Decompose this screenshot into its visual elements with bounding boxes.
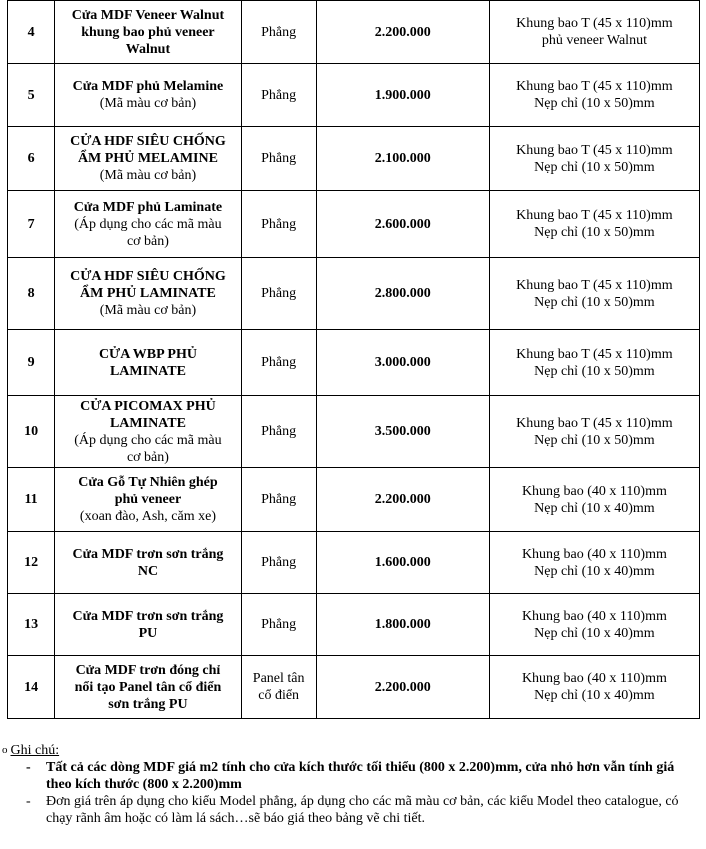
- frame-spec-line: Nẹp chỉ (10 x 40)mm: [534, 688, 655, 703]
- row-number-text: 6: [27, 151, 35, 166]
- row-number-text: 7: [27, 216, 35, 232]
- frame-spec-line: Khung bao T (45 x 110)mm: [516, 346, 673, 362]
- frame-spec-line: Khung bao T (45 x 110)mm: [516, 208, 673, 223]
- model-type: [241, 330, 316, 396]
- product-note-line: (Mã màu cơ bản): [99, 168, 197, 183]
- unit-price: [316, 64, 489, 127]
- product-name-line: Walnut: [125, 41, 171, 57]
- product-note-line: (xoan đào, Ash, căm xe): [79, 509, 216, 524]
- product-name-line: CỬA WBP PHỦ: [98, 346, 197, 362]
- product-name-line: Cửa MDF trơn đóng chỉ: [75, 662, 221, 678]
- product-name: [55, 532, 242, 594]
- notes-bullet: o: [2, 744, 8, 756]
- product-name-line: CỬA PICOMAX PHỦ: [80, 398, 216, 414]
- frame-spec: [489, 594, 699, 656]
- model-type: [241, 468, 316, 532]
- product-name-line: Cửa MDF trơn sơn trắng: [72, 546, 224, 562]
- frame-spec: [489, 330, 699, 396]
- frame-spec-line: Nẹp chỉ (10 x 50)mm: [534, 432, 655, 448]
- product-name-line: NC: [137, 563, 159, 579]
- frame-spec-line: Khung bao (40 x 110)mm: [521, 671, 667, 686]
- model-type-text: Phẳng: [261, 424, 297, 439]
- product-name-line: phủ veneer: [114, 492, 182, 507]
- row-number-text: 13: [24, 617, 39, 632]
- table-row: [8, 127, 700, 191]
- product-name-line: Cửa MDF trơn sơn trắng: [72, 608, 224, 624]
- frame-spec-line: Khung bao T (45 x 110)mm: [516, 277, 673, 293]
- frame-spec: [489, 127, 699, 191]
- unit-price-text: 3.500.000: [374, 424, 431, 439]
- frame-spec: [489, 468, 699, 532]
- unit-price-text: 2.600.000: [374, 216, 431, 232]
- product-name: [55, 330, 242, 396]
- model-type-text: Phẳng: [261, 355, 297, 370]
- product-name-line: PU: [138, 625, 158, 641]
- unit-price: [316, 594, 489, 656]
- frame-spec: [489, 396, 699, 468]
- model-type: [241, 127, 316, 191]
- frame-spec-line: Khung bao (40 x 110)mm: [521, 483, 667, 499]
- product-name-line: khung bao phủ veneer: [81, 24, 215, 40]
- model-type: [241, 191, 316, 258]
- unit-price-text: 3.000.000: [374, 355, 431, 370]
- table-row: [8, 191, 700, 258]
- table-row: [8, 64, 700, 127]
- frame-spec-line: Khung bao (40 x 110)mm: [521, 546, 667, 562]
- price-table-body: [8, 1, 700, 719]
- table-row: [8, 468, 700, 532]
- unit-price: [316, 532, 489, 594]
- frame-spec-line: Nẹp chỉ (10 x 50)mm: [534, 294, 655, 310]
- frame-spec-line: Nẹp chỉ (10 x 40)mm: [534, 625, 655, 641]
- frame-spec: [489, 532, 699, 594]
- row-number: [8, 468, 55, 532]
- unit-price-text: 1.600.000: [374, 555, 431, 570]
- product-name-line: sơn trắng PU: [108, 696, 188, 712]
- table-row: [8, 1, 700, 64]
- product-name-line: Cửa MDF Veneer Walnut: [71, 7, 225, 23]
- unit-price: [316, 258, 489, 330]
- row-number: [8, 532, 55, 594]
- model-type-text: Phẳng: [261, 24, 297, 40]
- product-name: [55, 191, 242, 258]
- row-number: [8, 594, 55, 656]
- frame-spec: [489, 1, 699, 64]
- row-number-text: 12: [24, 555, 39, 570]
- frame-spec-line: Nẹp chỉ (10 x 50)mm: [534, 96, 655, 111]
- product-name: [55, 396, 242, 468]
- row-number: [8, 127, 55, 191]
- note-dash: -: [26, 760, 31, 775]
- price-table: [7, 0, 700, 719]
- product-note-line: cơ bản): [126, 449, 169, 465]
- unit-price: [316, 191, 489, 258]
- unit-price-text: 2.800.000: [374, 286, 431, 301]
- product-name: [55, 468, 242, 532]
- row-number: [8, 191, 55, 258]
- notes-section: [2, 742, 702, 827]
- product-name: [55, 594, 242, 656]
- model-type-text: Phẳng: [261, 87, 297, 103]
- product-name-line: CỬA HDF SIÊU CHỐNG: [70, 134, 226, 149]
- product-name: [55, 64, 242, 127]
- frame-spec-line: Nẹp chỉ (10 x 50)mm: [534, 363, 655, 379]
- unit-price-text: 2.200.000: [374, 679, 431, 695]
- frame-spec-line: Nẹp chỉ (10 x 50)mm: [534, 159, 655, 175]
- product-note-line: (Áp dụng cho các mã màu: [74, 432, 222, 448]
- note-text: Đơn giá trên áp dụng cho kiểu Model phẳng, áp dụng cho các mã màu cơ bản, các kiểu Model theo catalogue, có chạy rãnh âm hoặc có làm lá sách…sẽ báo giá theo bảng vẽ chi tiết.: [46, 794, 679, 826]
- product-name-line: nổi tạo Panel tân cổ điển: [74, 679, 222, 695]
- unit-price: [316, 656, 489, 719]
- row-number-text: 5: [27, 87, 35, 103]
- model-type: [241, 594, 316, 656]
- unit-price-text: 1.800.000: [374, 617, 431, 632]
- note-item: [2, 759, 702, 793]
- frame-spec-line: Khung bao T (45 x 110)mm: [516, 16, 673, 31]
- unit-price: [316, 396, 489, 468]
- frame-spec-line: Nẹp chỉ (10 x 40)mm: [534, 500, 655, 516]
- model-type-text: Phẳng: [261, 151, 297, 166]
- frame-spec-line: phủ veneer Walnut: [541, 33, 647, 48]
- model-type: [241, 64, 316, 127]
- model-type: [241, 396, 316, 468]
- product-name-line: Cửa MDF phủ Melamine: [72, 79, 224, 94]
- note-text: Tất cả các dòng MDF giá m2 tính cho cửa kích thước tối thiểu (800 x 2.200)mm, cửa nhỏ hơn vẫn tính giá theo kích thước (800 x 2.200)mm: [46, 760, 675, 792]
- product-name-line: Cửa Gỗ Tự Nhiên ghép: [78, 475, 218, 490]
- row-number-text: 4: [27, 24, 35, 40]
- model-type: [241, 656, 316, 719]
- frame-spec-line: Khung bao T (45 x 110)mm: [516, 79, 673, 94]
- frame-spec: [489, 656, 699, 719]
- unit-price-text: 1.900.000: [374, 87, 431, 103]
- model-type: [241, 1, 316, 64]
- row-number: [8, 330, 55, 396]
- product-note-line: (Mã màu cơ bản): [99, 303, 197, 318]
- table-row: [8, 656, 700, 719]
- product-name-line: CỬA HDF SIÊU CHỐNG: [70, 269, 226, 284]
- row-number: [8, 396, 55, 468]
- row-number: [8, 258, 55, 330]
- row-number: [8, 1, 55, 64]
- frame-spec-line: Khung bao T (45 x 110)mm: [516, 415, 673, 431]
- product-name-line: Cửa MDF phủ Laminate: [73, 199, 223, 215]
- table-row: [8, 532, 700, 594]
- table-row: [8, 330, 700, 396]
- unit-price: [316, 330, 489, 396]
- frame-spec-line: Khung bao T (45 x 110)mm: [516, 142, 673, 158]
- row-number: [8, 64, 55, 127]
- frame-spec-line: Nẹp chỉ (10 x 40)mm: [534, 563, 655, 579]
- product-name: [55, 127, 242, 191]
- model-type-text: Phẳng: [261, 492, 297, 507]
- table-row: [8, 258, 700, 330]
- row-number: [8, 656, 55, 719]
- model-type: [241, 258, 316, 330]
- unit-price-text: 2.200.000: [374, 24, 431, 40]
- note-dash: -: [26, 794, 31, 809]
- frame-spec-line: Khung bao (40 x 110)mm: [521, 608, 667, 624]
- row-number-text: 10: [24, 424, 39, 439]
- product-note-line: cơ bản): [126, 233, 169, 249]
- product-name: [55, 656, 242, 719]
- product-name: [55, 258, 242, 330]
- product-note-line: (Mã màu cơ bản): [99, 96, 197, 111]
- product-name: [55, 1, 242, 64]
- unit-price: [316, 468, 489, 532]
- unit-price-text: 2.100.000: [374, 151, 431, 166]
- product-note-line: (Áp dụng cho các mã màu: [74, 216, 222, 232]
- note-item: [2, 793, 702, 827]
- model-type-text: Phẳng: [261, 216, 297, 232]
- unit-price: [316, 1, 489, 64]
- product-name-line: LAMINATE: [109, 415, 186, 431]
- notes-title-label: Ghi chú:: [10, 743, 60, 758]
- row-number-text: 14: [24, 679, 39, 695]
- frame-spec-line: Nẹp chỉ (10 x 50)mm: [534, 225, 655, 240]
- product-name-line: LAMINATE: [109, 363, 186, 379]
- frame-spec: [489, 258, 699, 330]
- row-number-text: 8: [27, 286, 35, 301]
- notes-title: [2, 742, 702, 759]
- model-type-text: Phẳng: [261, 286, 297, 301]
- unit-price-text: 2.200.000: [374, 492, 431, 507]
- product-name-line: ẨM PHỦ MELAMINE: [77, 151, 218, 166]
- model-type: [241, 532, 316, 594]
- product-name-line: ẨM PHỦ LAMINATE: [80, 286, 216, 301]
- model-type-text: Phẳng: [261, 617, 297, 632]
- row-number-text: 9: [27, 355, 35, 370]
- table-row: [8, 396, 700, 468]
- model-type-text: Phẳng: [261, 555, 297, 570]
- frame-spec: [489, 191, 699, 258]
- frame-spec: [489, 64, 699, 127]
- table-row: [8, 594, 700, 656]
- model-type-text: Panel tân cổ điển: [252, 671, 305, 703]
- unit-price: [316, 127, 489, 191]
- row-number-text: 11: [24, 492, 38, 507]
